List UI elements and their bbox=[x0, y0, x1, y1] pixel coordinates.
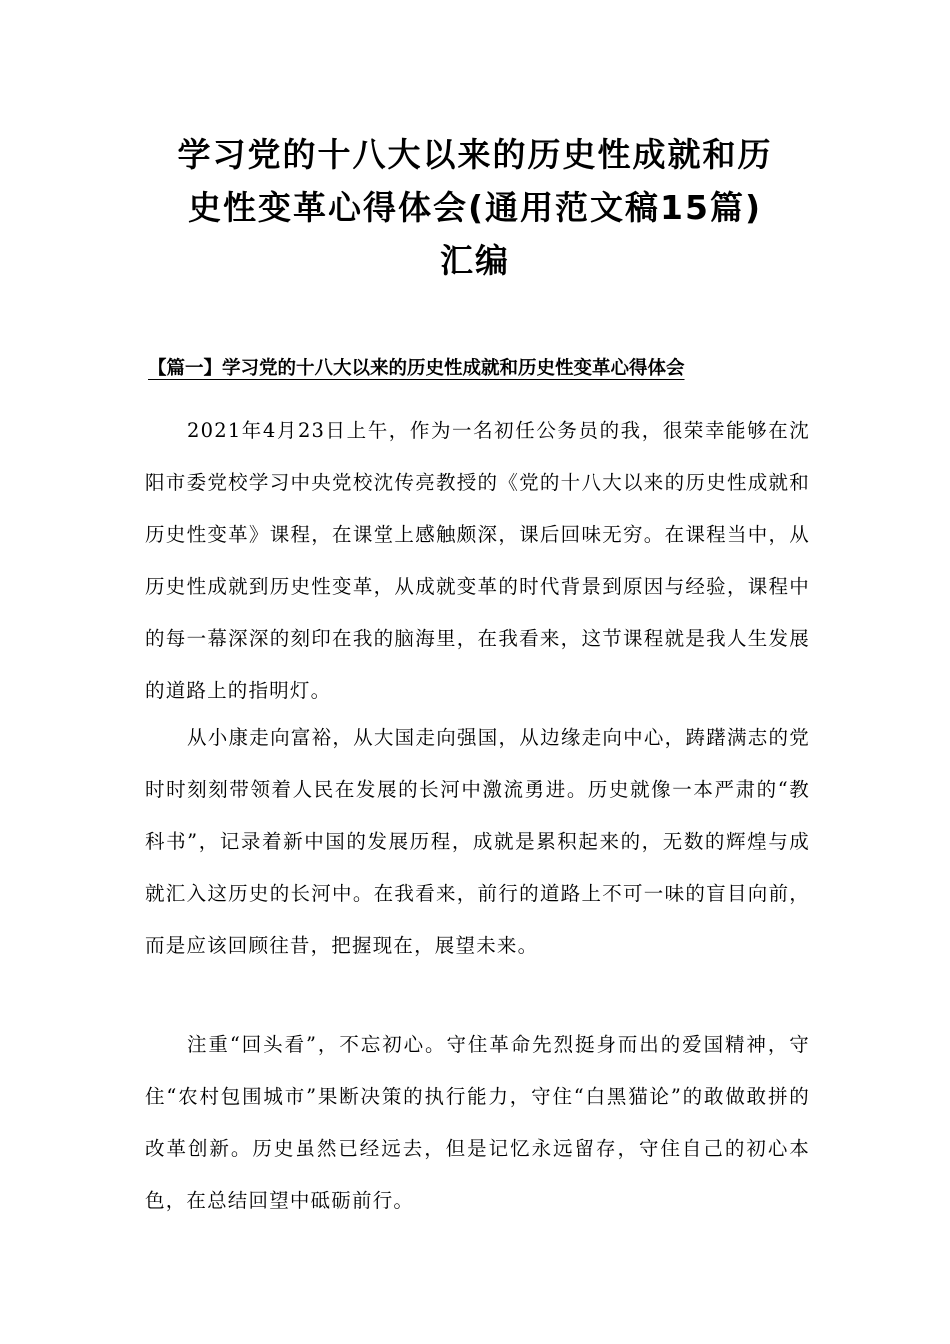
title-line-1: 学习党的十八大以来的历史性成就和历 bbox=[177, 135, 773, 174]
section-heading: 【篇一】学习党的十八大以来的历史性成就和历史性变革心得体会 bbox=[148, 358, 685, 379]
body-paragraph-1: 2021年4月23日上午，作为一名初任公务员的我，很荣幸能够在沈阳市委党校学习中央党校沈传亮教授的《党的十八大以来的历史性成就和历史性变革》课程，在课堂上感触颇深，课后回味无穷。在课程当中，从历史性成就到历史性变革，从成就变革的时代背景到原因与经验，课程中的每一幕深深的刻印在我的脑海里，在我看来，这节课程就是我人生发展的道路上的指明灯。 bbox=[145, 419, 810, 702]
body-paragraph-3: 注重“回头看”，不忘初心。守住革命先烈挺身而出的爱国精神，守住“农村包围城市”果断决策的执行能力，守住“白黑猫论”的敢做敢拼的改革创新。历史虽然已经远去，但是记忆永远留存，守住自己的初心本色，在总结回望中砥砺前行。 bbox=[145, 1033, 810, 1212]
body-paragraph-block-1 bbox=[145, 405, 810, 738]
title-line-3: 汇编 bbox=[440, 241, 510, 280]
title-line-2: 史性变革心得体会(通用范文稿15篇) bbox=[187, 188, 763, 227]
body-paragraph-block-2 bbox=[145, 712, 810, 993]
body-paragraph-2: 从小康走向富裕，从大国走向强国，从边缘走向中心，踌躇满志的党时时刻刻带领着人民在发展的长河中激流勇进。历史就像一本严肃的“教科书”，记录着新中国的发展历程，成就是累积起来的，无数的辉煌与成就汇入这历史的长河中。在我看来，前行的道路上不可一味的盲目向前，而是应该回顾往昔，把握现在，展望未来。 bbox=[145, 726, 810, 957]
body-paragraph-block-3 bbox=[145, 1019, 810, 1248]
document-title bbox=[110, 128, 840, 287]
